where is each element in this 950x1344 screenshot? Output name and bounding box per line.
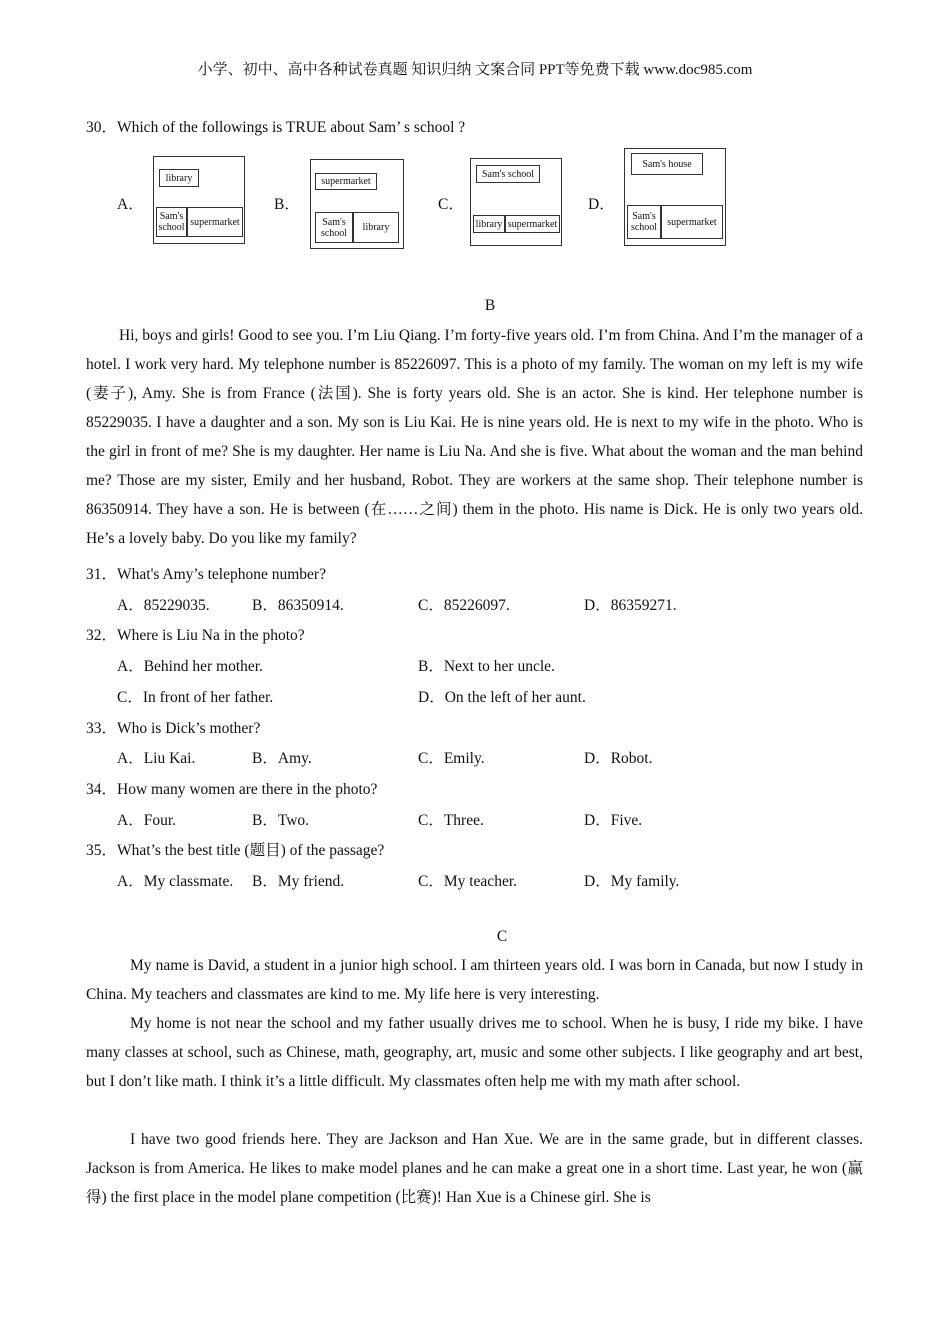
option-b-letter: B．	[274, 196, 300, 213]
q32-option-d: D．On the left of her aunt.	[418, 689, 586, 706]
section-c-title: C	[496, 928, 508, 945]
q35-option-a: A．My classmate.	[117, 873, 234, 890]
page-header: 小学、初中、高中各种试卷真题 知识归纳 文案合同 PPT等免费下载 www.doc985.com	[197, 62, 753, 78]
q32-option-a: A．Behind her mother.	[117, 658, 263, 675]
option-b-box-2: Sam's school	[315, 212, 353, 243]
q35-option-c: C．My teacher.	[418, 873, 518, 890]
question-34: 34．How many women are there in the photo?	[86, 781, 378, 798]
q32-option-c: C．In front of her father.	[117, 689, 274, 706]
option-c-letter: C．	[438, 196, 464, 213]
question-31: 31．What's Amy’s telephone number?	[86, 566, 326, 583]
option-a-box-3: supermarket	[187, 207, 243, 237]
q35-option-b: B．My friend.	[252, 873, 345, 890]
option-a-box-2: Sam's school	[156, 207, 187, 237]
q34-option-a: A．Four.	[117, 812, 176, 829]
q31-option-c: C．85226097.	[418, 597, 510, 614]
section-c-paragraph-1: My name is David, a student in a junior high school. I am thirteen years old. I was born in Canada, but now I study in China. My teachers and classmates are kind to me. My life here is very interesting.	[86, 957, 863, 1003]
q33-option-c: C．Emily.	[418, 750, 485, 767]
option-b-box-3: library	[353, 212, 399, 243]
option-c-box-1: Sam's school	[476, 165, 540, 183]
option-a-diagram	[153, 156, 245, 244]
question-33: 33．Who is Dick’s mother?	[86, 720, 261, 737]
q33-option-d: D．Robot.	[584, 750, 653, 767]
q31-option-a: A．85229035.	[117, 597, 210, 614]
section-c-paragraph-2: My home is not near the school and my father usually drives me to school. When he is busy, I ride my bike. I have many classes at school, such as Chinese, math, geography, art, music and some other subjects. I like geography and art best, but I don’t like math. I think it’s a little difficult. My classmates often help me with my math after school.	[86, 1015, 863, 1090]
section-b-passage: Hi, boys and girls! Good to see you. I’m Liu Qiang. I’m forty-five years old. I’m from China. And I’m the manager of a hotel. I work very hard. My telephone number is 85226097. This is a photo of my family. The woman on my left is my wife (妻子), Amy. She is from France (法国). She is forty years old. She is an actor. She is kind. Her telephone number is 85229035. I have a daughter and a son. My son is Liu Kai. He is nine years old. He is next to my wife in the photo. Who is the girl in front of me? She is my daughter. Her name is Liu Na. And she is five. What about the woman and the man behind me? Those are my sister, Emily and her husband, Robot. They are workers at the same shop. Their telephone number is 86350914. They have a son. He is between (在……之间) them in the photo. His name is Dick. He is only two years old. He’s a lovely baby. Do you like my family?	[86, 327, 863, 547]
option-c-diagram	[470, 158, 562, 246]
q32-option-b: B．Next to her uncle.	[418, 658, 555, 675]
question-30: 30．Which of the followings is TRUE about Sam’ s school ?	[86, 119, 466, 136]
option-d-box-3: supermarket	[661, 205, 723, 239]
option-b-diagram	[310, 159, 404, 249]
q33-option-a: A．Liu Kai.	[117, 750, 196, 767]
option-c-box-3: supermarket	[505, 215, 560, 233]
option-c-box-2: library	[473, 215, 505, 233]
q35-option-d: D．My family.	[584, 873, 680, 890]
option-d-box-2: Sam's school	[627, 205, 661, 239]
section-b-title: B	[484, 297, 496, 314]
q31-option-d: D．86359271.	[584, 597, 677, 614]
q31-option-b: B．86350914.	[252, 597, 344, 614]
q34-option-d: D．Five.	[584, 812, 643, 829]
option-a-box-1: library	[159, 169, 199, 187]
option-d-box-1: Sam's house	[631, 153, 703, 175]
option-d-letter: D．	[588, 196, 615, 213]
question-32: 32．Where is Liu Na in the photo?	[86, 627, 305, 644]
q33-option-b: B．Amy.	[252, 750, 312, 767]
q34-option-b: B．Two.	[252, 812, 310, 829]
option-d-diagram	[624, 148, 726, 246]
option-b-box-1: supermarket	[315, 173, 377, 190]
section-c-paragraph-3: I have two good friends here. They are Jackson and Han Xue. We are in the same grade, but in different classes. Jackson is from America. He likes to make model planes and he can make a great one in a short time. Last year, he won (赢得) the first place in the model plane competition (比赛)! Han Xue is a Chinese girl. She is	[86, 1131, 863, 1206]
q34-option-c: C．Three.	[418, 812, 484, 829]
question-35: 35．What’s the best title (题目) of the passage?	[86, 842, 385, 859]
option-a-letter: A．	[117, 196, 144, 213]
